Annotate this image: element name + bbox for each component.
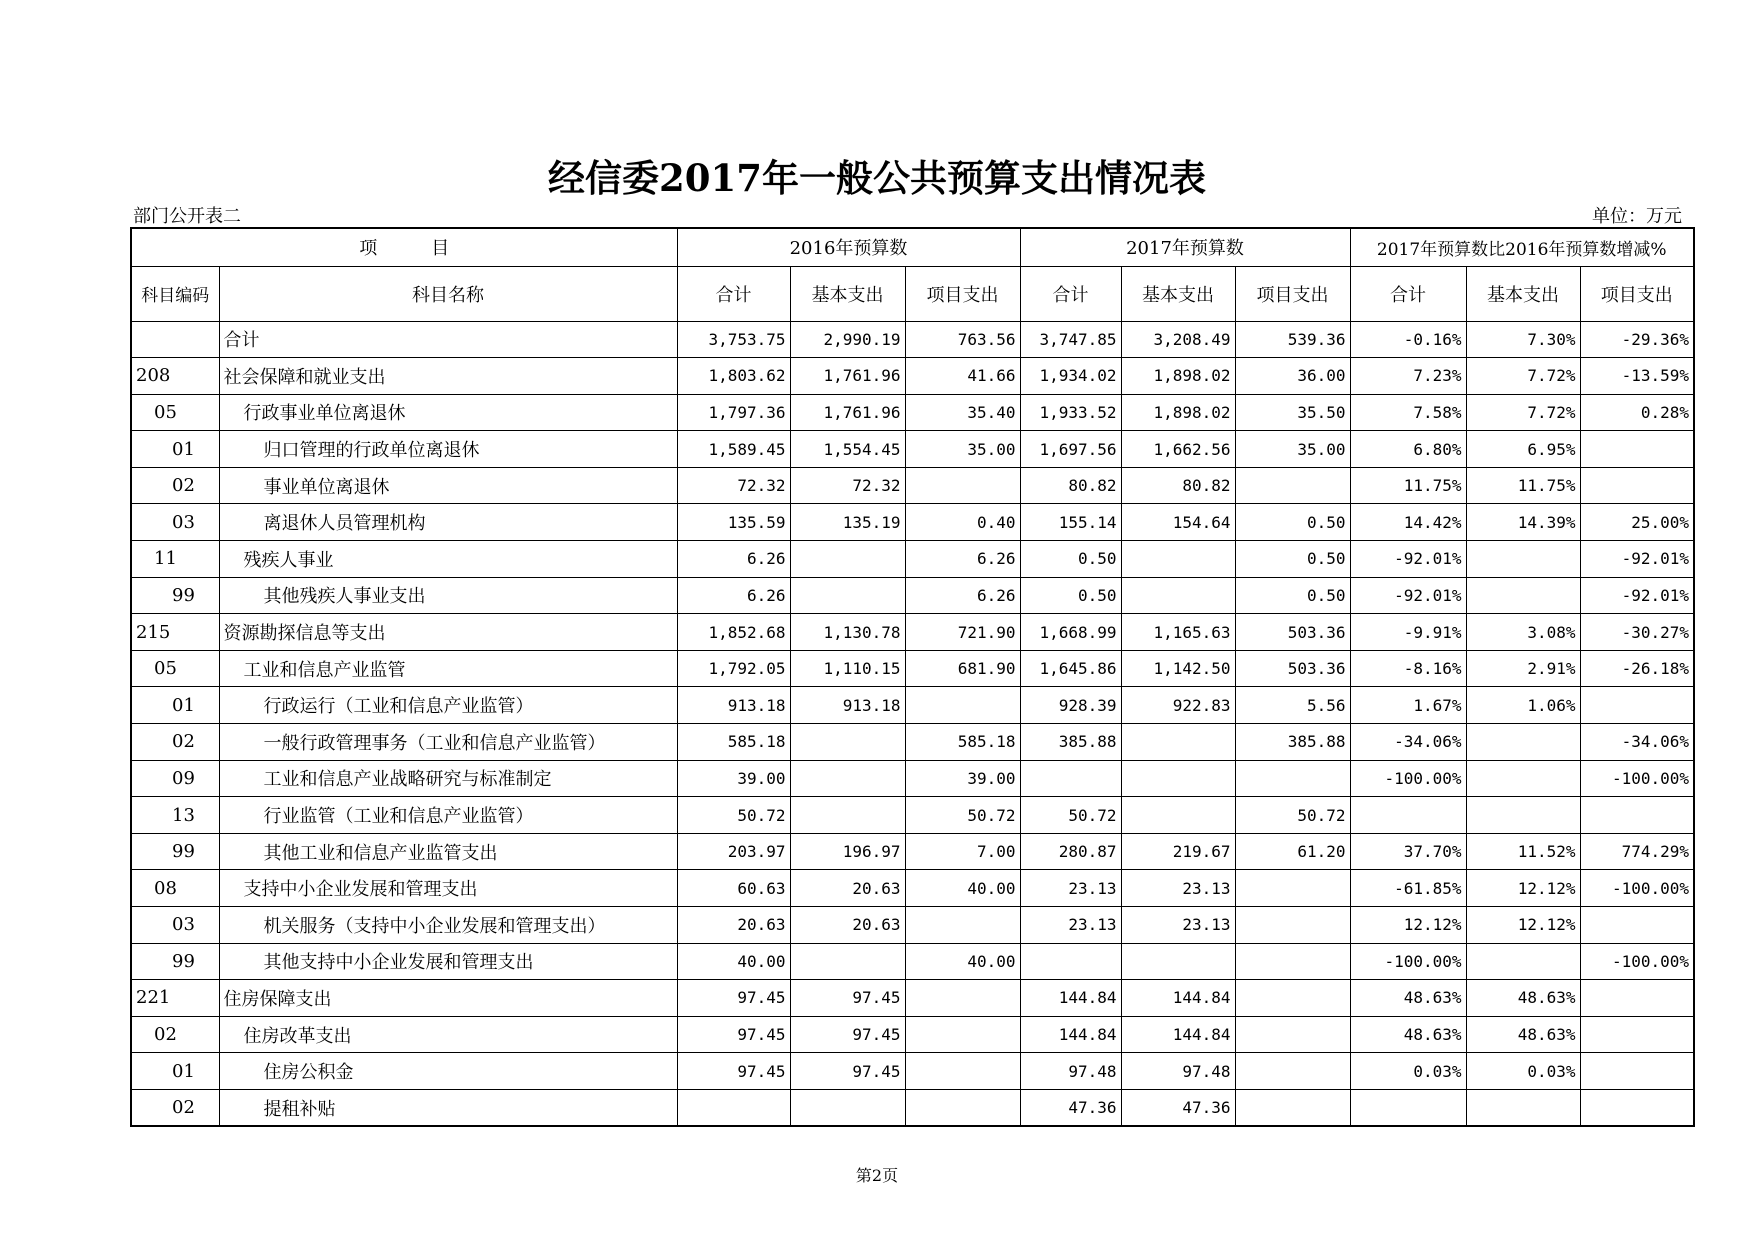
cell-2016-project: 585.18 — [905, 724, 1020, 761]
cell-2017-total: 928.39 — [1020, 687, 1121, 724]
row-code: 99 — [131, 833, 219, 870]
table-row — [131, 907, 1694, 944]
cell-change-basic — [1466, 760, 1580, 797]
cell-change-total — [1350, 797, 1466, 834]
cell-2017-project: 35.50 — [1235, 394, 1350, 431]
cell-change-project: -30.27% — [1580, 614, 1694, 651]
row-code: 02 — [131, 1016, 219, 1053]
row-name: 住房公积金 — [219, 1053, 677, 1090]
row-code: 03 — [131, 504, 219, 541]
header-row-groups — [131, 228, 1694, 266]
cell-change-basic: 6.95% — [1466, 431, 1580, 468]
row-code: 05 — [131, 650, 219, 687]
row-name: 行政事业单位离退休 — [219, 394, 677, 431]
cell-2017-project: 503.36 — [1235, 614, 1350, 651]
cell-2017-basic: 219.67 — [1121, 833, 1235, 870]
cell-2017-project — [1235, 1053, 1350, 1090]
cell-2017-basic: 47.36 — [1121, 1089, 1235, 1126]
row-code: 03 — [131, 907, 219, 944]
cell-change-total — [1350, 1089, 1466, 1126]
header-code: 科目编码 — [131, 266, 219, 321]
table-row — [131, 614, 1694, 651]
row-code: 02 — [131, 1089, 219, 1126]
table-row — [131, 1016, 1694, 1053]
table-row — [131, 833, 1694, 870]
row-code: 01 — [131, 431, 219, 468]
cell-2017-project — [1235, 467, 1350, 504]
cell-change-project — [1580, 1089, 1694, 1126]
row-code: 09 — [131, 760, 219, 797]
row-name: 其他支持中小企业发展和管理支出 — [219, 943, 677, 980]
cell-2017-total: 97.48 — [1020, 1053, 1121, 1090]
table-row — [131, 650, 1694, 687]
cell-change-project: -29.36% — [1580, 321, 1694, 358]
cell-2016-basic: 97.45 — [790, 1053, 905, 1090]
cell-2016-project: 35.40 — [905, 394, 1020, 431]
cell-change-basic: 12.12% — [1466, 870, 1580, 907]
header-2016-basic: 基本支出 — [790, 266, 905, 321]
row-code — [131, 321, 219, 358]
row-code: 01 — [131, 687, 219, 724]
table-row — [131, 760, 1694, 797]
cell-change-total: -8.16% — [1350, 650, 1466, 687]
cell-2016-project — [905, 1016, 1020, 1053]
row-name: 残疾人事业 — [219, 541, 677, 578]
row-code: 208 — [131, 358, 219, 395]
cell-change-basic: 11.75% — [1466, 467, 1580, 504]
cell-change-project: 0.28% — [1580, 394, 1694, 431]
cell-change-project: -92.01% — [1580, 541, 1694, 578]
cell-2017-project — [1235, 980, 1350, 1017]
cell-2017-total: 23.13 — [1020, 907, 1121, 944]
header-2017: 2017年预算数 — [1020, 228, 1350, 266]
cell-change-basic: 48.63% — [1466, 1016, 1580, 1053]
cell-2017-basic — [1121, 541, 1235, 578]
cell-2016-total: 40.00 — [677, 943, 790, 980]
cell-2017-basic: 23.13 — [1121, 870, 1235, 907]
cell-2017-total: 1,933.52 — [1020, 394, 1121, 431]
cell-2016-project: 7.00 — [905, 833, 1020, 870]
cell-2016-total: 50.72 — [677, 797, 790, 834]
table-row — [131, 394, 1694, 431]
cell-2016-total: 1,792.05 — [677, 650, 790, 687]
cell-2016-project — [905, 1089, 1020, 1126]
cell-2017-basic: 922.83 — [1121, 687, 1235, 724]
cell-2016-total: 39.00 — [677, 760, 790, 797]
cell-2016-basic: 20.63 — [790, 870, 905, 907]
cell-2016-basic — [790, 943, 905, 980]
cell-change-basic: 14.39% — [1466, 504, 1580, 541]
header-change: 2017年预算数比2016年预算数增减% — [1350, 228, 1694, 266]
cell-2016-basic: 72.32 — [790, 467, 905, 504]
row-code: 221 — [131, 980, 219, 1017]
cell-change-project: -92.01% — [1580, 577, 1694, 614]
cell-change-project: 25.00% — [1580, 504, 1694, 541]
cell-2016-project — [905, 1053, 1020, 1090]
cell-2017-total: 0.50 — [1020, 541, 1121, 578]
header-change-basic: 基本支出 — [1466, 266, 1580, 321]
cell-change-total: -92.01% — [1350, 577, 1466, 614]
cell-2016-basic: 20.63 — [790, 907, 905, 944]
cell-change-total: 6.80% — [1350, 431, 1466, 468]
cell-2016-basic: 1,761.96 — [790, 358, 905, 395]
cell-change-basic: 12.12% — [1466, 907, 1580, 944]
cell-2016-total — [677, 1089, 790, 1126]
cell-2017-basic: 154.64 — [1121, 504, 1235, 541]
cell-2016-total: 3,753.75 — [677, 321, 790, 358]
page-number: 第2页 — [855, 1166, 899, 1185]
cell-change-project — [1580, 797, 1694, 834]
cell-change-total: 0.03% — [1350, 1053, 1466, 1090]
cell-2017-total: 280.87 — [1020, 833, 1121, 870]
cell-2016-project: 40.00 — [905, 943, 1020, 980]
cell-change-project: -100.00% — [1580, 943, 1694, 980]
cell-2017-project: 0.50 — [1235, 504, 1350, 541]
cell-2016-total: 913.18 — [677, 687, 790, 724]
cell-change-project: -34.06% — [1580, 724, 1694, 761]
cell-2016-basic: 1,130.78 — [790, 614, 905, 651]
table-row — [131, 1089, 1694, 1126]
table-row — [131, 687, 1694, 724]
table-row — [131, 943, 1694, 980]
cell-2016-project: 721.90 — [905, 614, 1020, 651]
cell-2016-total: 60.63 — [677, 870, 790, 907]
cell-2017-project: 0.50 — [1235, 577, 1350, 614]
cell-change-total: -9.91% — [1350, 614, 1466, 651]
cell-change-project — [1580, 980, 1694, 1017]
cell-2017-total: 0.50 — [1020, 577, 1121, 614]
cell-2017-basic: 1,662.56 — [1121, 431, 1235, 468]
table-row — [131, 504, 1694, 541]
cell-change-project — [1580, 907, 1694, 944]
table-row — [131, 797, 1694, 834]
page-title: 经信委2017年一般公共预算支出情况表 — [548, 156, 1206, 200]
budget-table — [130, 227, 1695, 1127]
cell-2016-project: 0.40 — [905, 504, 1020, 541]
cell-2017-total: 1,668.99 — [1020, 614, 1121, 651]
row-name: 机关服务（支持中小企业发展和管理支出） — [219, 907, 677, 944]
cell-2017-basic: 1,898.02 — [1121, 358, 1235, 395]
cell-2016-basic: 2,990.19 — [790, 321, 905, 358]
cell-2017-project — [1235, 907, 1350, 944]
cell-change-basic — [1466, 943, 1580, 980]
cell-change-total: 14.42% — [1350, 504, 1466, 541]
header-2016: 2016年预算数 — [677, 228, 1020, 266]
cell-change-basic — [1466, 724, 1580, 761]
cell-2017-total: 50.72 — [1020, 797, 1121, 834]
header-2016-project: 项目支出 — [905, 266, 1020, 321]
table-row — [131, 1053, 1694, 1090]
cell-change-total: 37.70% — [1350, 833, 1466, 870]
row-code: 02 — [131, 467, 219, 504]
cell-change-total: 48.63% — [1350, 980, 1466, 1017]
cell-2017-project — [1235, 943, 1350, 980]
cell-2017-project: 539.36 — [1235, 321, 1350, 358]
table-row — [131, 980, 1694, 1017]
row-code: 99 — [131, 577, 219, 614]
cell-2017-basic — [1121, 943, 1235, 980]
cell-2017-basic — [1121, 577, 1235, 614]
row-name: 支持中小企业发展和管理支出 — [219, 870, 677, 907]
row-code: 01 — [131, 1053, 219, 1090]
cell-change-project — [1580, 1053, 1694, 1090]
cell-2016-total: 585.18 — [677, 724, 790, 761]
table-row — [131, 431, 1694, 468]
cell-2017-total: 155.14 — [1020, 504, 1121, 541]
cell-2016-basic — [790, 577, 905, 614]
row-name: 工业和信息产业战略研究与标准制定 — [219, 760, 677, 797]
cell-2017-basic: 1,142.50 — [1121, 650, 1235, 687]
cell-change-project: -26.18% — [1580, 650, 1694, 687]
cell-change-total: -61.85% — [1350, 870, 1466, 907]
cell-2016-basic: 1,554.45 — [790, 431, 905, 468]
cell-2016-basic: 97.45 — [790, 1016, 905, 1053]
cell-2016-total: 203.97 — [677, 833, 790, 870]
row-name: 行政运行（工业和信息产业监管） — [219, 687, 677, 724]
cell-2016-total: 72.32 — [677, 467, 790, 504]
row-name: 归口管理的行政单位离退休 — [219, 431, 677, 468]
cell-change-basic: 0.03% — [1466, 1053, 1580, 1090]
header-name: 科目名称 — [219, 266, 677, 321]
cell-2016-total: 97.45 — [677, 1016, 790, 1053]
cell-change-total: 12.12% — [1350, 907, 1466, 944]
cell-2017-basic — [1121, 797, 1235, 834]
cell-2016-project: 6.26 — [905, 577, 1020, 614]
cell-2016-total: 1,589.45 — [677, 431, 790, 468]
row-name: 资源勘探信息等支出 — [219, 614, 677, 651]
cell-change-total: -34.06% — [1350, 724, 1466, 761]
cell-change-basic — [1466, 577, 1580, 614]
header-item: 项 目 — [131, 228, 677, 266]
cell-2016-project — [905, 980, 1020, 1017]
cell-2017-project: 36.00 — [1235, 358, 1350, 395]
cell-2017-basic — [1121, 760, 1235, 797]
table-row — [131, 577, 1694, 614]
cell-2017-project — [1235, 1089, 1350, 1126]
cell-2017-project: 61.20 — [1235, 833, 1350, 870]
cell-2016-total: 97.45 — [677, 1053, 790, 1090]
cell-change-basic — [1466, 797, 1580, 834]
cell-change-basic: 1.06% — [1466, 687, 1580, 724]
header-2017-project: 项目支出 — [1235, 266, 1350, 321]
cell-change-total: 1.67% — [1350, 687, 1466, 724]
cell-2017-basic: 144.84 — [1121, 1016, 1235, 1053]
cell-2016-total: 6.26 — [677, 577, 790, 614]
cell-2016-project — [905, 467, 1020, 504]
cell-2017-basic: 1,898.02 — [1121, 394, 1235, 431]
cell-change-basic: 3.08% — [1466, 614, 1580, 651]
cell-2016-project: 39.00 — [905, 760, 1020, 797]
cell-2016-basic — [790, 1089, 905, 1126]
cell-2017-project: 50.72 — [1235, 797, 1350, 834]
cell-2017-basic: 97.48 — [1121, 1053, 1235, 1090]
cell-change-project: -100.00% — [1580, 870, 1694, 907]
cell-2016-basic — [790, 797, 905, 834]
cell-2016-basic: 135.19 — [790, 504, 905, 541]
cell-2017-total: 144.84 — [1020, 1016, 1121, 1053]
cell-change-basic: 2.91% — [1466, 650, 1580, 687]
row-code: 11 — [131, 541, 219, 578]
row-name: 其他残疾人事业支出 — [219, 577, 677, 614]
cell-2017-total: 1,645.86 — [1020, 650, 1121, 687]
cell-2016-project: 763.56 — [905, 321, 1020, 358]
cell-2017-project: 35.00 — [1235, 431, 1350, 468]
cell-2016-basic: 97.45 — [790, 980, 905, 1017]
row-name: 社会保障和就业支出 — [219, 358, 677, 395]
cell-2017-project — [1235, 760, 1350, 797]
cell-2017-basic: 80.82 — [1121, 467, 1235, 504]
cell-2016-total: 1,797.36 — [677, 394, 790, 431]
cell-change-total: 11.75% — [1350, 467, 1466, 504]
unit-label: 单位：万元 — [1592, 206, 1682, 227]
row-name: 其他工业和信息产业监管支出 — [219, 833, 677, 870]
row-code: 05 — [131, 394, 219, 431]
row-name: 提租补贴 — [219, 1089, 677, 1126]
cell-2016-basic: 913.18 — [790, 687, 905, 724]
cell-change-project — [1580, 687, 1694, 724]
row-name: 工业和信息产业监管 — [219, 650, 677, 687]
cell-change-total: 7.58% — [1350, 394, 1466, 431]
cell-2016-total: 1,803.62 — [677, 358, 790, 395]
table-row — [131, 541, 1694, 578]
cell-2017-total — [1020, 760, 1121, 797]
cell-2017-project — [1235, 1016, 1350, 1053]
row-name: 住房保障支出 — [219, 980, 677, 1017]
cell-2016-basic: 1,110.15 — [790, 650, 905, 687]
cell-2016-basic: 1,761.96 — [790, 394, 905, 431]
row-name: 住房改革支出 — [219, 1016, 677, 1053]
row-name: 一般行政管理事务（工业和信息产业监管） — [219, 724, 677, 761]
cell-2016-project: 40.00 — [905, 870, 1020, 907]
cell-2017-project: 5.56 — [1235, 687, 1350, 724]
cell-2017-total: 3,747.85 — [1020, 321, 1121, 358]
header-change-project: 项目支出 — [1580, 266, 1694, 321]
table-row — [131, 724, 1694, 761]
row-name: 离退休人员管理机构 — [219, 504, 677, 541]
cell-2017-total — [1020, 943, 1121, 980]
cell-2017-total: 1,697.56 — [1020, 431, 1121, 468]
table-row — [131, 358, 1694, 395]
cell-2017-project: 503.36 — [1235, 650, 1350, 687]
cell-2016-total: 6.26 — [677, 541, 790, 578]
cell-2016-project — [905, 687, 1020, 724]
cell-change-project — [1580, 1016, 1694, 1053]
cell-2016-basic — [790, 724, 905, 761]
cell-2017-total: 144.84 — [1020, 980, 1121, 1017]
header-2017-basic: 基本支出 — [1121, 266, 1235, 321]
cell-2017-basic: 23.13 — [1121, 907, 1235, 944]
header-change-total: 合计 — [1350, 266, 1466, 321]
row-code: 02 — [131, 724, 219, 761]
header-2017-total: 合计 — [1020, 266, 1121, 321]
cell-2016-total: 97.45 — [677, 980, 790, 1017]
cell-2016-project — [905, 907, 1020, 944]
cell-2016-basic: 196.97 — [790, 833, 905, 870]
cell-change-total: -100.00% — [1350, 943, 1466, 980]
cell-2016-project: 50.72 — [905, 797, 1020, 834]
cell-change-total: -100.00% — [1350, 760, 1466, 797]
cell-2017-basic: 1,165.63 — [1121, 614, 1235, 651]
header-row-columns — [131, 266, 1694, 321]
table-row — [131, 467, 1694, 504]
cell-change-basic: 48.63% — [1466, 980, 1580, 1017]
row-name: 事业单位离退休 — [219, 467, 677, 504]
cell-2017-total: 1,934.02 — [1020, 358, 1121, 395]
cell-change-basic: 7.72% — [1466, 358, 1580, 395]
cell-2016-total: 20.63 — [677, 907, 790, 944]
cell-change-project: 774.29% — [1580, 833, 1694, 870]
cell-change-basic: 7.72% — [1466, 394, 1580, 431]
cell-2017-total: 23.13 — [1020, 870, 1121, 907]
row-code: 08 — [131, 870, 219, 907]
cell-2016-total: 135.59 — [677, 504, 790, 541]
table-number-label: 部门公开表二 — [133, 206, 241, 227]
cell-2016-basic — [790, 541, 905, 578]
row-code: 215 — [131, 614, 219, 651]
cell-change-basic — [1466, 1089, 1580, 1126]
cell-2017-project — [1235, 870, 1350, 907]
cell-2017-total: 47.36 — [1020, 1089, 1121, 1126]
cell-change-total: 7.23% — [1350, 358, 1466, 395]
cell-change-total: 48.63% — [1350, 1016, 1466, 1053]
header-2016-total: 合计 — [677, 266, 790, 321]
row-code: 13 — [131, 797, 219, 834]
cell-change-project: -100.00% — [1580, 760, 1694, 797]
cell-change-total: -0.16% — [1350, 321, 1466, 358]
cell-2017-basic: 144.84 — [1121, 980, 1235, 1017]
cell-change-total: -92.01% — [1350, 541, 1466, 578]
cell-2017-project: 385.88 — [1235, 724, 1350, 761]
cell-2016-project: 6.26 — [905, 541, 1020, 578]
cell-change-project — [1580, 431, 1694, 468]
cell-change-project: -13.59% — [1580, 358, 1694, 395]
cell-2017-project: 0.50 — [1235, 541, 1350, 578]
row-code: 99 — [131, 943, 219, 980]
cell-2016-total: 1,852.68 — [677, 614, 790, 651]
cell-2016-project: 35.00 — [905, 431, 1020, 468]
cell-change-basic: 7.30% — [1466, 321, 1580, 358]
cell-2016-basic — [790, 760, 905, 797]
cell-change-basic: 11.52% — [1466, 833, 1580, 870]
cell-change-basic — [1466, 541, 1580, 578]
cell-2016-project: 681.90 — [905, 650, 1020, 687]
cell-2017-basic: 3,208.49 — [1121, 321, 1235, 358]
cell-2017-total: 80.82 — [1020, 467, 1121, 504]
cell-2016-project: 41.66 — [905, 358, 1020, 395]
row-name: 行业监管（工业和信息产业监管） — [219, 797, 677, 834]
cell-change-project — [1580, 467, 1694, 504]
cell-2017-basic — [1121, 724, 1235, 761]
cell-2017-total: 385.88 — [1020, 724, 1121, 761]
table-row — [131, 321, 1694, 358]
table-row — [131, 870, 1694, 907]
row-name: 合计 — [219, 321, 677, 358]
